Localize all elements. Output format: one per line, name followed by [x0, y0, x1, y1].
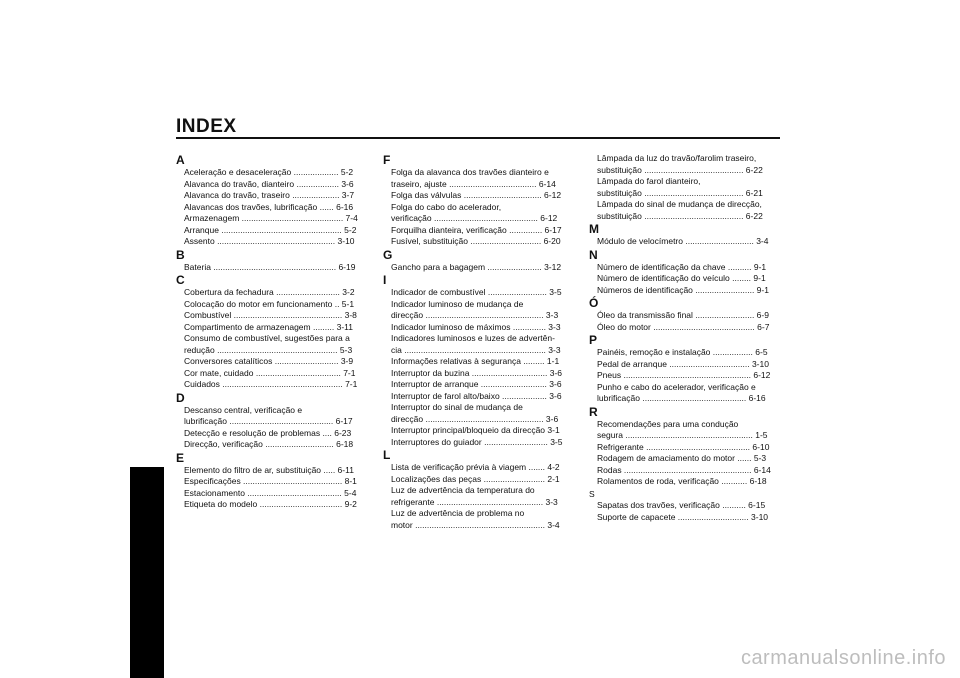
- index-letter-heading: G: [383, 247, 393, 262]
- index-entry: Compartimento de armazenagem ......... 3-11: [184, 321, 353, 332]
- index-entry: Assento .................................................. 3-10: [184, 236, 355, 246]
- index-entry: Refrigerante ............................................ 6-10: [597, 441, 770, 452]
- index-letter-heading: N: [589, 247, 598, 262]
- index-entry: Arranque ................................................... 5-2: [184, 224, 357, 235]
- index-entry: Folga do cabo do acelerador, verificação ............................................ 6-12: [391, 201, 558, 223]
- index-column-2: [383, 153, 573, 531]
- index-entry: Rodagem de amaciamento do motor ...... 5-3: [597, 453, 767, 463]
- index-entry: Lista de verificação prévia à viagem ....... 4-2: [391, 462, 560, 472]
- index-entry: Folga da alavanca dos travões dianteiro e traseiro, ajuste ..................................... 6-14: [391, 167, 556, 189]
- index-entry: Luz de advertência de problema no motor ....................................................... 3-4: [391, 508, 560, 530]
- index-entry: Folga das válvulas ................................. 6-12: [391, 190, 562, 200]
- index-entry: Indicador de combustível ......................... 3-5: [391, 287, 562, 297]
- index-entry: Cuidados ................................................... 7-1: [184, 379, 358, 389]
- index-entry: Número de identificação da chave .......... 9-1: [597, 261, 767, 272]
- index-entry: Elemento do filtro de ar, substituição ..... 6-11: [184, 464, 354, 475]
- index-letter-heading: E: [176, 450, 185, 465]
- index-entry: Lâmpada do farol dianteiro, substituição .......................................... 6-21: [597, 176, 763, 198]
- index-entry: Localizações das peças .......................... 2-1: [391, 473, 560, 484]
- index-entry: Interruptor da buzina ................................ 3-6: [391, 367, 563, 378]
- index-entry: Luz de advertência da temperatura do refrigerante ............................................. 3-3: [391, 485, 558, 507]
- index-entry: Rodas ...................................................... 6-14: [597, 464, 771, 475]
- index-entry: Indicador luminoso de mudança de direcção .................................................. 3-3: [391, 298, 559, 320]
- index-entry: Estacionamento ........................................ 5-4: [184, 487, 357, 498]
- index-entry: Módulo de velocímetro ............................. 3-4: [597, 236, 769, 246]
- index-entry: Detecção e resolução de problemas .... 6-23: [184, 427, 352, 438]
- index-letter-heading: M: [589, 222, 599, 236]
- index-entry: Especificações .......................................... 8-1: [184, 476, 357, 486]
- index-entry: Descanso central, verificação e lubrificação ............................................ 6-17: [184, 404, 353, 426]
- index-entry: Armazenagem ........................................... 7-4: [184, 213, 358, 223]
- index-entry: Lâmpada do sinal de mudança de direcção, substituição .......................................... 6-22: [597, 199, 763, 221]
- index-entry: Rolamentos de roda, verificação ........... 6-18: [597, 476, 767, 486]
- index-entry: Interruptores do guiador ........................... 3-5: [391, 436, 563, 447]
- index-entry: Recomendações para uma condução segura ...................................................... 1-5: [597, 418, 768, 440]
- index-letter-heading: B: [176, 247, 185, 262]
- index-letter-heading: F: [383, 153, 391, 167]
- index-column-3: [589, 153, 779, 523]
- index-entry: Interruptor de arranque ............................ 3-6: [391, 379, 562, 389]
- index-entry: Óleo do motor ........................................... 6-7: [597, 321, 770, 332]
- index-entry: Número de identificação do veículo ........ 9-1: [597, 273, 766, 283]
- index-entry: Conversores catalíticos ........................... 3-9: [184, 356, 354, 366]
- index-entry: Lâmpada da luz do travão/farolim traseiro, substituição .......................................... 6-22: [597, 153, 763, 175]
- index-entry: Pedal de arranque .................................. 3-10: [597, 358, 769, 369]
- index-letter-heading: Ó: [589, 296, 599, 310]
- watermark-text: carmanualsonline.info: [740, 647, 946, 669]
- index-entry: Cor mate, cuidado .................................... 7-1: [184, 367, 356, 378]
- index-entry: Alavanca do travão, dianteiro .................. 3-6: [184, 178, 354, 189]
- index-letter-heading: D: [176, 390, 185, 405]
- page-title: INDEX: [176, 116, 237, 137]
- index-entry: Colocação do motor em funcionamento .. 5-1: [184, 298, 355, 309]
- index-entry: Aceleração e desaceleração ................... 5-2: [184, 167, 354, 177]
- index-column-1: [176, 153, 366, 511]
- index-letter-heading: C: [176, 273, 185, 287]
- index-entry: Números de identificação ......................... 9-1: [597, 284, 769, 295]
- index-entry: Sapatas dos travões, verificação .......... 6-15: [597, 500, 766, 510]
- index-entry: Consumo de combustível, sugestões para a redução ................................................... 5-3: [184, 333, 353, 355]
- index-entry: Painéis, remoção e instalação ................. 6-5: [597, 347, 768, 357]
- index-entry: Bateria .................................................... 6-19: [184, 261, 356, 272]
- index-entry: Alavancas dos travões, lubrificação ...... 6-16: [184, 201, 354, 212]
- index-letter-heading: A: [176, 153, 185, 167]
- index-entry: Direcção, verificação ............................. 6-18: [184, 439, 354, 449]
- index-entry: Fusível, substituição .............................. 6-20: [391, 236, 561, 246]
- index-letter-heading: L: [383, 448, 391, 462]
- index-letter-heading: R: [589, 404, 598, 419]
- index-letter-heading: I: [383, 273, 387, 287]
- index-letter-heading: S: [589, 488, 595, 499]
- index-entry: Interruptor do sinal de mudança de direcção .................................................. 3-6: [391, 402, 559, 424]
- index-entry: Pneus ...................................................... 6-12: [597, 370, 771, 380]
- index-entry: Alavanca do travão, traseiro .................... 3-7: [184, 190, 355, 200]
- index-entry: Gancho para a bagagem ....................... 3-12: [391, 261, 562, 272]
- index-entry: Informações relativas à segurança ......... 1-1: [391, 356, 560, 366]
- index-entry: Combustível .............................................. 3-8: [184, 310, 357, 320]
- index-entry: Cobertura da fechadura ........................... 3-2: [184, 287, 355, 297]
- index-entry: Etiqueta do modelo ................................... 9-2: [184, 499, 357, 509]
- index-entry: Suporte de capacete .............................. 3-10: [597, 511, 769, 522]
- title-divider: [176, 137, 780, 139]
- section-tab-marker: [130, 467, 164, 678]
- index-entry: Forquilha dianteira, verificação .............. 6-17: [391, 224, 562, 235]
- index-entry: Indicador luminoso de máximos .............. 3-3: [391, 321, 561, 332]
- index-letter-heading: P: [589, 333, 598, 347]
- index-entry: Óleo da transmissão final ......................... 6-9: [597, 310, 769, 320]
- index-entry: Interruptor principal/bloqueio da direcção 3-1: [391, 425, 560, 435]
- index-entry: Interruptor de farol alto/baixo ................... 3-6: [391, 390, 562, 401]
- index-entry: Indicadores luminosos e luzes de advertên- cia ............................................................ 3-3: [391, 333, 561, 355]
- index-entry: Punho e cabo do acelerador, verificação e lubrificação ............................................ 6-16: [597, 381, 766, 403]
